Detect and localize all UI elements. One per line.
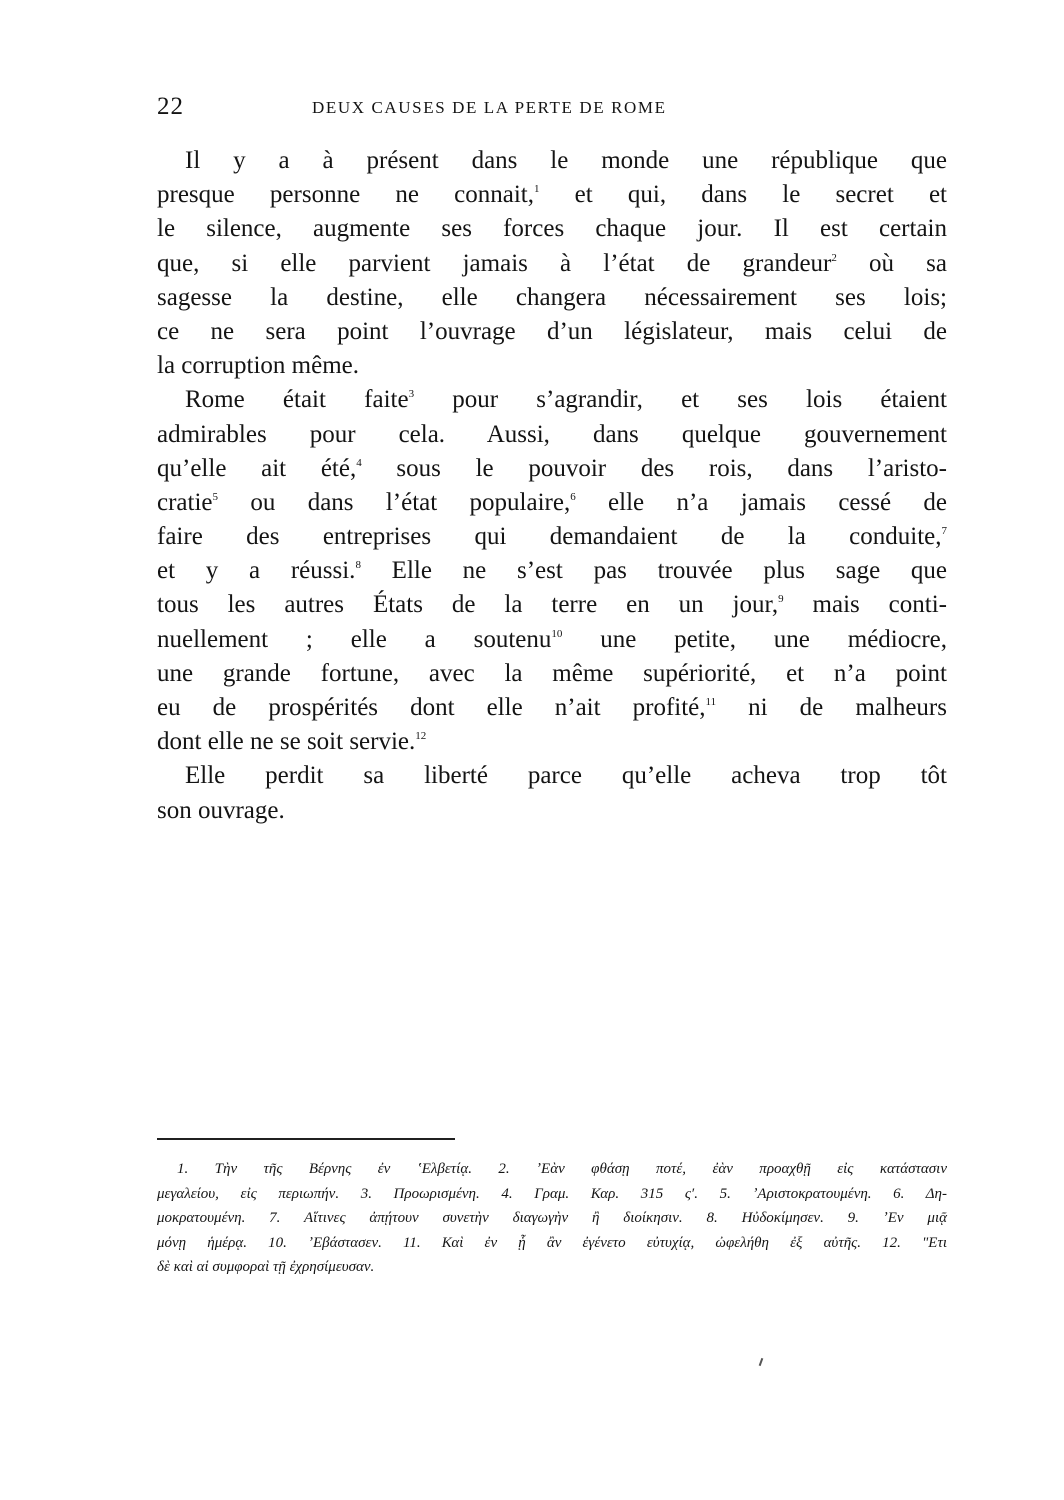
note-reference: 6 bbox=[570, 490, 576, 503]
paragraph bbox=[157, 144, 947, 383]
footnote-line: μεγαλείου, εἰς περιωπήν. 3. Προωρισμένη. 4. Γραμ. Καρ. 315 ς′. 5. ʼΑριστοκρατουμένη. 6. Δη- bbox=[157, 1185, 947, 1202]
note-reference: 12 bbox=[415, 730, 427, 743]
text-line bbox=[157, 759, 947, 793]
text-line bbox=[157, 418, 947, 452]
text-line bbox=[157, 725, 947, 759]
note-reference: 4 bbox=[356, 456, 362, 469]
text-line bbox=[157, 623, 947, 657]
paragraph bbox=[157, 759, 947, 827]
line-content: presque personne ne connait,$^1$ et qui, dans le secret et bbox=[157, 181, 947, 209]
line-content: tous les autres États de la terre en un jour,$^9$ mais conti- bbox=[157, 591, 947, 619]
note-reference: 1 bbox=[533, 183, 540, 196]
footnote-rule bbox=[157, 1138, 455, 1140]
note-reference: 7 bbox=[941, 525, 947, 538]
footnote-line: 1. Τὴν τῆς Βέρνης ἐν ʽΕλβετίᾳ. 2. ʼΕὰν φθάσῃ ποτέ, ἐὰν προαχθῇ εἰς κατάστασιν bbox=[177, 1161, 947, 1177]
running-head bbox=[157, 93, 947, 127]
line-content: nuellement ; elle a soutenu$^{10}$ une petite, une médiocre, bbox=[157, 625, 948, 653]
text-line bbox=[157, 349, 947, 383]
line-content: et y a réussi.$^8$ Elle ne s’est pas trouvée plus sage que bbox=[157, 557, 947, 585]
line-content: le silence, augmente ses forces chaque jour. Il est certain bbox=[157, 215, 947, 243]
paragraph-container bbox=[157, 144, 947, 828]
note-reference: 2 bbox=[831, 251, 837, 264]
text-line bbox=[157, 315, 947, 349]
text-line bbox=[157, 383, 947, 417]
text-line bbox=[157, 247, 947, 281]
line-content: admirables pour cela. Aussi, dans quelque gouvernement bbox=[157, 420, 947, 448]
note-reference: 9 bbox=[778, 593, 784, 606]
line-content: dont elle ne se soit servie.$^{12}$ bbox=[157, 728, 427, 756]
note-reference: 11 bbox=[705, 696, 717, 708]
line-content: eu de prospérités dont elle n’ait profité,$^{11}$ ni de malheurs bbox=[157, 694, 947, 721]
footnote-line: μόνῃ ἡμέρᾳ. 10. ʼΕβάστασεν. 11. Καὶ ἐν ᾗ ἂν ἐγένετο εὐτυχίᾳ, ὠφελήθη ἐξ αὐτῆς. 12. ʺΕτι bbox=[157, 1234, 947, 1251]
text-line bbox=[157, 486, 947, 520]
text-line bbox=[157, 691, 947, 725]
line-content: faire des entreprises qui demandaient de la conduite,$^7$ bbox=[157, 523, 947, 551]
text-line bbox=[157, 794, 947, 828]
footnote-line: δὲ καὶ αἱ συμφοραὶ τῇ ἐχρησίμευσαν. bbox=[157, 1259, 375, 1275]
text-line bbox=[157, 657, 947, 691]
note-reference: 3 bbox=[408, 388, 415, 401]
main-text bbox=[157, 144, 947, 828]
text-line bbox=[157, 212, 947, 246]
line-content: Il y a à présent dans le monde une république que bbox=[185, 147, 947, 174]
line-content: Elle perdit sa liberté parce qu’elle acheva trop tôt bbox=[185, 762, 947, 790]
text-line bbox=[157, 520, 947, 554]
text-line bbox=[157, 144, 947, 178]
line-content: cratie$^5$ ou dans l’état populaire,$^6$ elle n’a jamais cessé de bbox=[157, 488, 947, 516]
text-line bbox=[157, 554, 947, 588]
page-number: 22 bbox=[157, 93, 184, 120]
line-content: sagesse la destine, elle changera nécessairement ses lois; bbox=[157, 283, 947, 311]
paragraph bbox=[157, 383, 947, 759]
note-reference: 5 bbox=[212, 490, 219, 503]
footnote-line: μοκρατουμένη. 7. Αἵτινες ἀπῄτουν συνετὴν διαγωγὴν ἢ διοίκησιν. 8. Ηὐδοκίμησεν. 9. ʼΕν μιᾷ bbox=[157, 1210, 947, 1226]
text-line bbox=[157, 588, 947, 622]
stray-pen-mark bbox=[759, 1358, 764, 1366]
line-content: Rome était faite$^3$ pour s’agrandir, et ses lois étaient bbox=[185, 386, 948, 414]
note-reference: 10 bbox=[551, 627, 563, 640]
line-content: que, si elle parvient jamais à l’état de grandeur$^2$ où sa bbox=[157, 249, 948, 277]
text-line bbox=[157, 281, 947, 315]
line-content: la corruption même. bbox=[157, 352, 360, 380]
text-line bbox=[157, 452, 947, 486]
text-line bbox=[157, 178, 947, 212]
footnotes bbox=[157, 1157, 947, 1280]
line-content: une grande fortune, avec la même supériorité, et n’a point bbox=[157, 659, 947, 687]
line-content: son ouvrage. bbox=[157, 796, 285, 824]
line-content: qu’elle ait été,$^4$ sous le pouvoir des rois, dans l’aristo- bbox=[157, 454, 947, 482]
line-content: ce ne sera point l’ouvrage d’un législateur, mais celui de bbox=[157, 317, 947, 345]
note-reference: 8 bbox=[355, 559, 361, 572]
running-title: DEUX CAUSES DE LA PERTE DE ROME bbox=[312, 98, 667, 117]
